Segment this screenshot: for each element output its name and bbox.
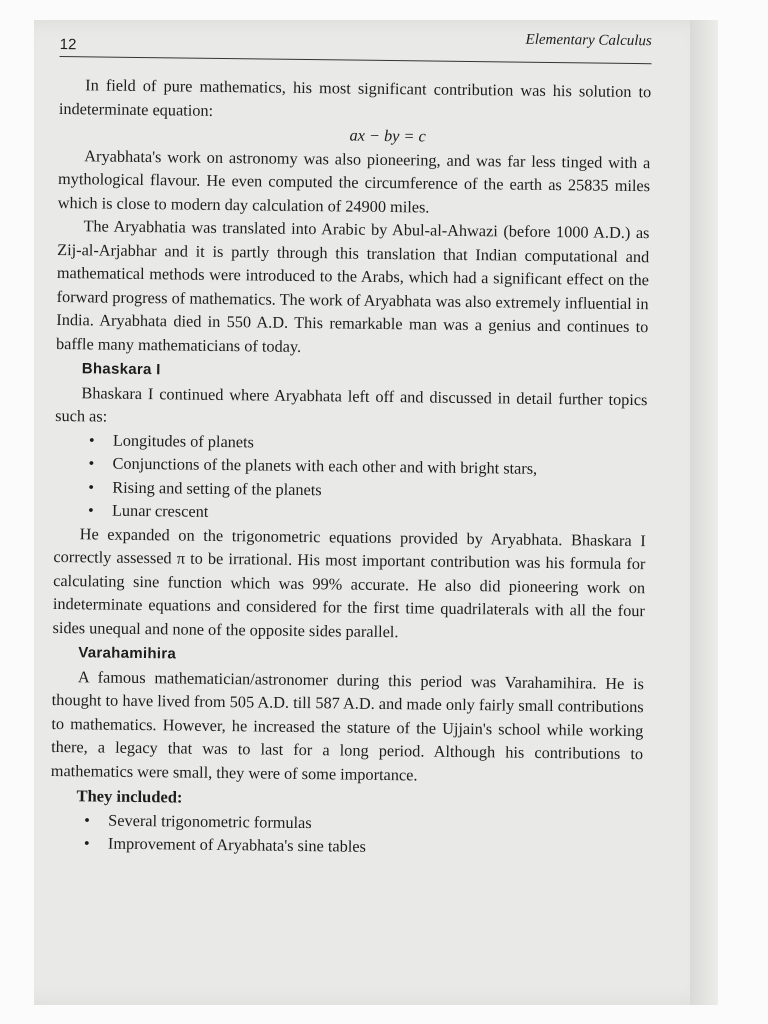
paragraph: The Aryabhatia was translated into Arabic by Abul-al-Ahwazi (before 1000 A.D.) as Zij-al-Arjabhar and it is partly through this translation that Indian computational and mathematical methods were introduced to the Arabs, which had a significant effect on the forward progress of mathematics. The work of Aryabhata was also extremely influential in India. Aryabhata died in 550 A.D. This remarkable man was a genius and continues to baffle many mathematicians of today.	[55, 216, 650, 356]
paragraph: He expanded on the trigonometric equations provided by Aryabhata. Bhaskara I correctly assessed π to be irrational. His most important contribution was his formula for calculating sine function which was 99% accurate. He also did pioneering work on indeterminate equations and considered for the first time quadrilaterals with all the four sides unequal and none of the opposite sides parallel.	[52, 523, 646, 641]
subheading: They included:	[76, 786, 183, 807]
list-item: • Longitudes of planets	[87, 428, 647, 458]
list-item: • Conjunctions of the planets with each other and with bright stars,	[86, 451, 646, 481]
paragraph: Aryabhata's work on astronomy was also pioneering, and was far less tinged with a mythological flavour. He even computed the circumference of the earth as 25835 miles which is close to modern day calculation of 24900 miles.	[57, 145, 651, 217]
section-heading: Bhaskara I	[81, 360, 161, 379]
book-page	[48, 22, 652, 1009]
paragraph: Bhaskara I continued where Aryabhata left off and discussed in detail further topics such as:	[55, 382, 648, 426]
page-edge	[690, 20, 718, 1005]
paragraph: In field of pure mathematics, his most significant contribution was his solution to indeterminate equation:	[58, 75, 652, 120]
bullet-list	[50, 807, 643, 861]
list-item: • Lunar crescent	[86, 498, 646, 528]
running-title: Elementary Calculus	[525, 31, 652, 50]
page-header	[60, 22, 652, 64]
list-item: • Rising and setting of the planets	[86, 475, 646, 505]
section-heading: Varahamihira	[78, 644, 177, 663]
list-item: • Several trigonometric formulas	[82, 808, 642, 838]
page-body	[50, 73, 652, 862]
list-item: • Improvement of Aryabhata's sine tables	[82, 831, 642, 861]
equation: ax − by = c	[349, 125, 426, 146]
page-number: 12	[59, 35, 77, 54]
paragraph: A famous mathematician/astronomer during this period was Varahamihira. He is thought to have lived from 505 A.D. till 587 A.D. and made only fairly small contributions to mathematics. However, he increased the stature of the Ujjain's school while working there, a legacy that was to last for a long period. Although his contributions to mathematics were small, they were of some importance.	[50, 666, 645, 784]
bullet-list	[54, 427, 647, 528]
